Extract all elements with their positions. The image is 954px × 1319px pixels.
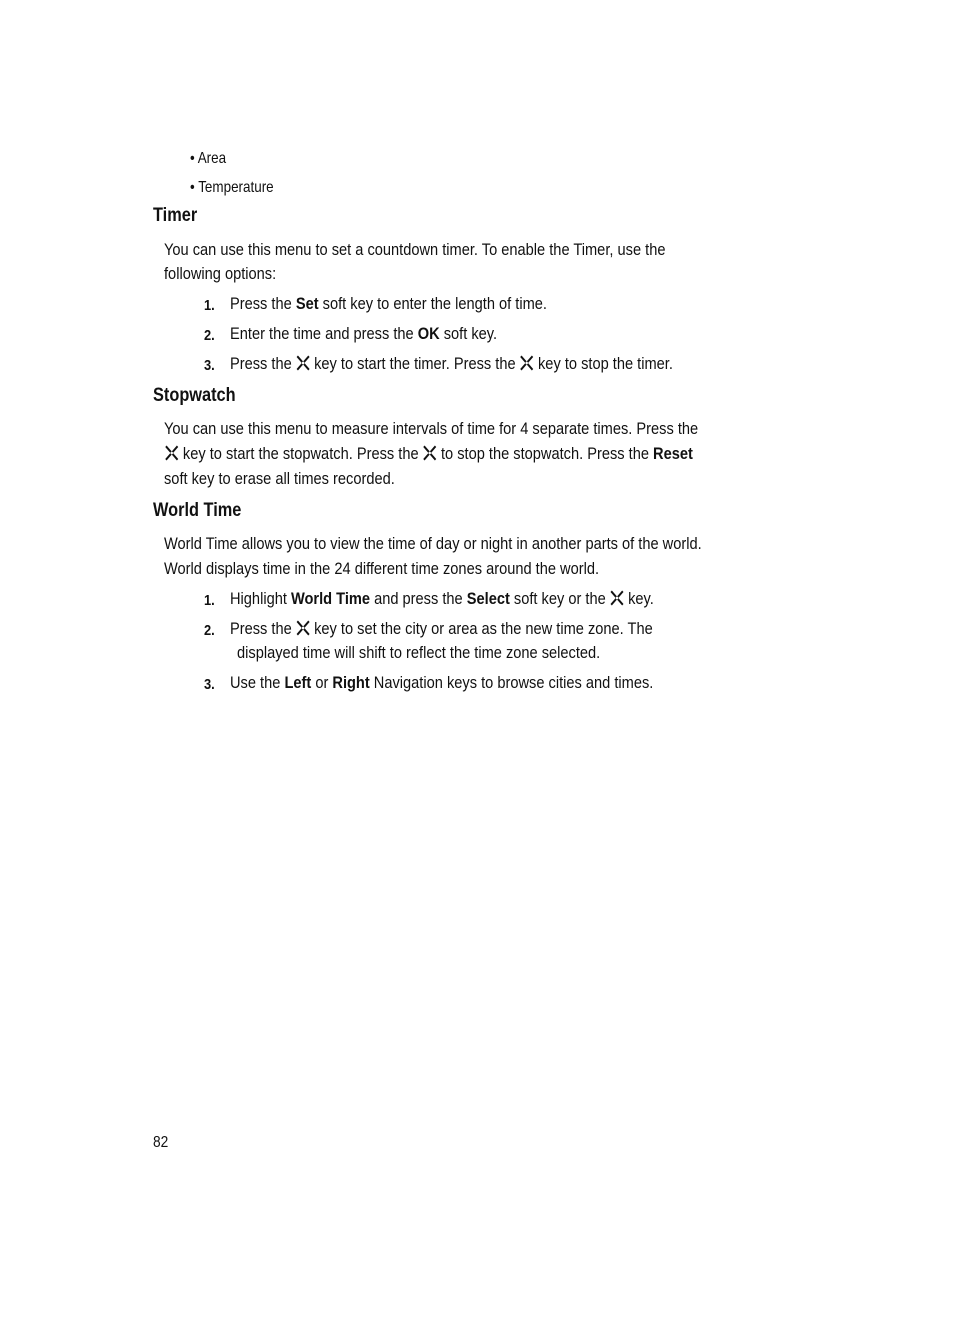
step-text: Highlight World Time and press the Select soft key or the key. bbox=[230, 589, 654, 608]
navigation-key-icon bbox=[295, 355, 310, 371]
step-number: 1. bbox=[204, 297, 215, 314]
navigation-key-icon bbox=[295, 620, 310, 636]
step-text: Press the key to start the timer. Press the key to stop the timer. bbox=[230, 354, 673, 373]
paragraph-line: World displays time in the 24 different time zones around the world. bbox=[164, 559, 600, 578]
section-heading-timer: Timer bbox=[153, 205, 198, 226]
step-number: 3. bbox=[204, 676, 215, 693]
section-heading-world-time: World Time bbox=[153, 500, 242, 521]
step-text-continued: displayed time will shift to reflect the time zone selected. bbox=[237, 643, 601, 662]
page-number: 82 bbox=[153, 1134, 169, 1151]
step-text: Press the Set soft key to enter the length of time. bbox=[230, 294, 547, 313]
step-text: Press the key to set the city or area as the new time zone. The bbox=[230, 619, 653, 638]
bullet-item: • Temperature bbox=[190, 179, 274, 196]
step-text: Use the Left or Right Navigation keys to browse cities and times. bbox=[230, 673, 654, 692]
navigation-key-icon bbox=[609, 590, 624, 606]
navigation-key-icon bbox=[422, 445, 437, 461]
navigation-key-icon bbox=[164, 445, 179, 461]
paragraph-line: following options: bbox=[164, 264, 277, 283]
paragraph-line: soft key to erase all times recorded. bbox=[164, 469, 395, 488]
step-number: 2. bbox=[204, 622, 215, 639]
paragraph-line: You can use this menu to measure intervals of time for 4 separate times. Press the bbox=[164, 419, 699, 438]
section-heading-stopwatch: Stopwatch bbox=[153, 385, 236, 406]
navigation-key-icon bbox=[519, 355, 534, 371]
paragraph-line: key to start the stopwatch. Press the to stop the stopwatch. Press the Reset bbox=[164, 444, 693, 464]
paragraph-line: World Time allows you to view the time of day or night in another parts of the world. bbox=[164, 534, 702, 553]
step-text: Enter the time and press the OK soft key. bbox=[230, 324, 498, 343]
step-number: 3. bbox=[204, 357, 215, 374]
step-number: 1. bbox=[204, 592, 215, 609]
bullet-item: • Area bbox=[190, 150, 227, 167]
paragraph-line: You can use this menu to set a countdown timer. To enable the Timer, use the bbox=[164, 240, 666, 259]
step-number: 2. bbox=[204, 327, 215, 344]
